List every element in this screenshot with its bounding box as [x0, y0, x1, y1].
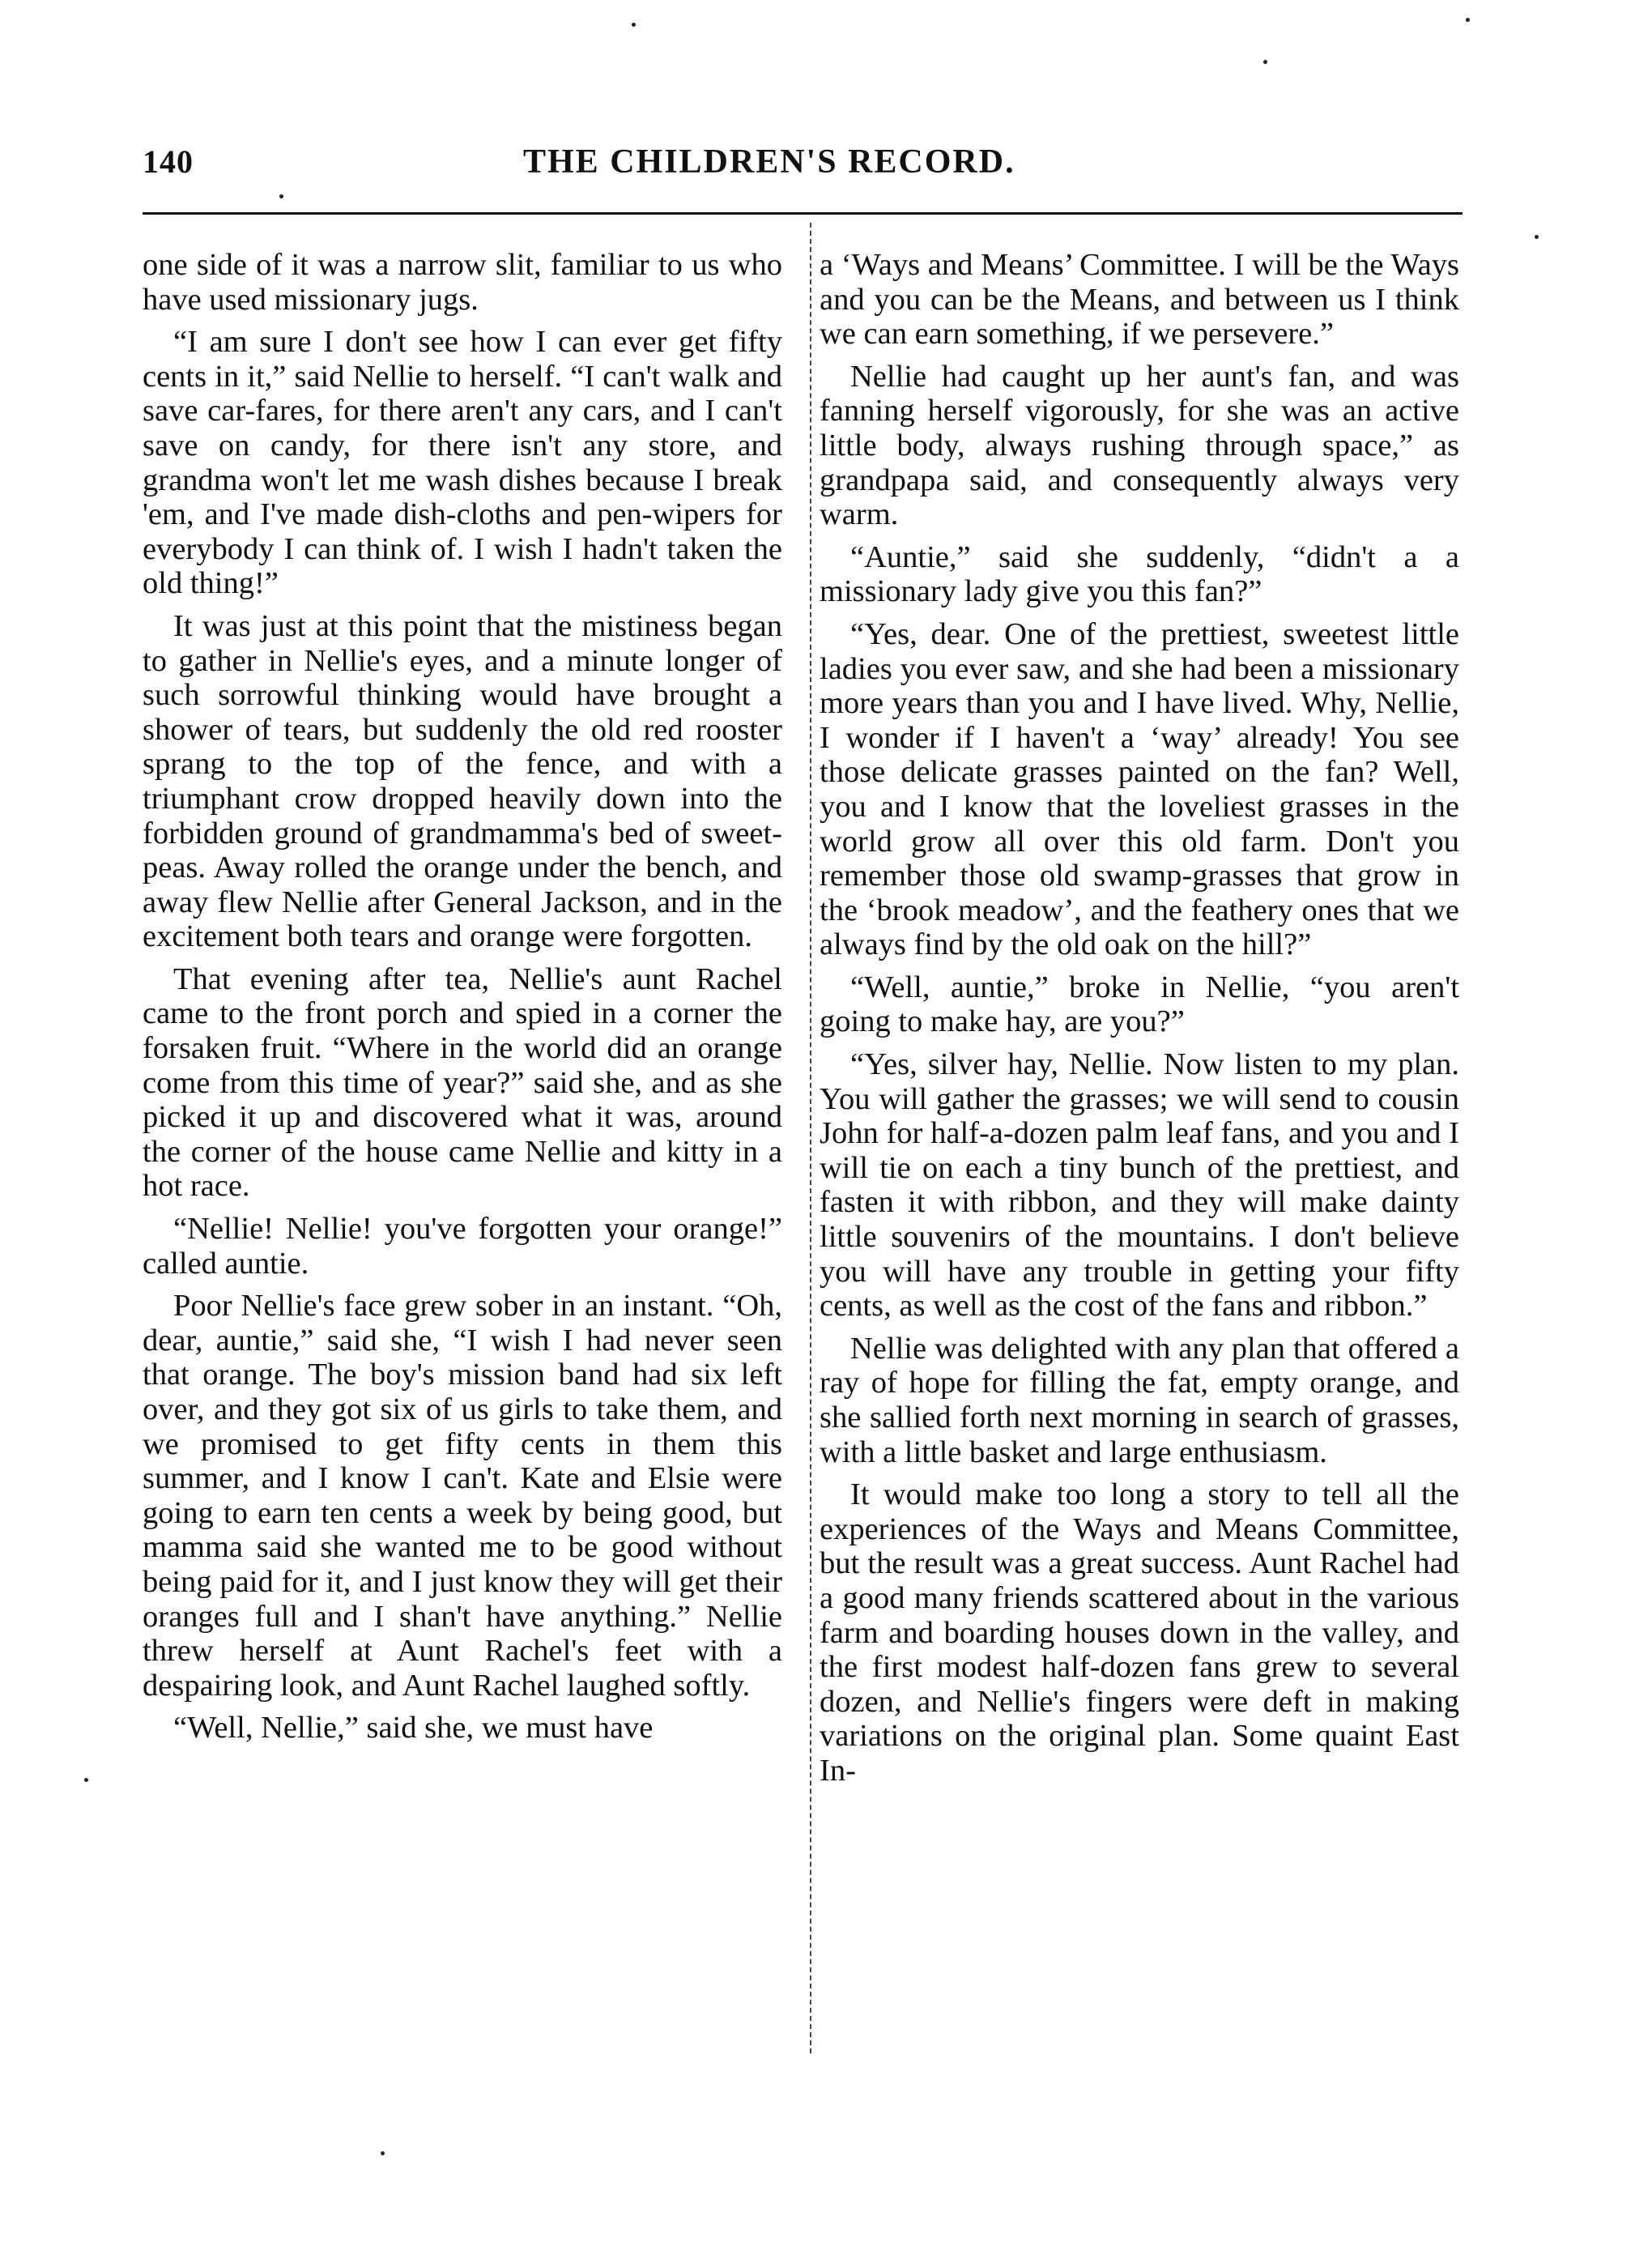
paragraph: one side of it was a narrow slit, familiar to us who have used missionary jugs.	[143, 248, 782, 317]
paragraph: “Well, Nellie,” said she, we must have	[173, 1711, 654, 1746]
scan-speck	[632, 23, 636, 27]
right-column	[820, 248, 1459, 1797]
scan-speck	[1535, 235, 1539, 239]
paragraph: That evening after tea, Nellie's aunt Rachel came to the front porch and spied in a corner the forsaken fruit. “Where in the world did an orange come from this time of year?” said she, and as she picked it up and discovered what it was, around the corner of the house came Nellie and kitty in a hot race.	[143, 961, 782, 1204]
page-header	[143, 143, 1463, 191]
paragraph: “I am sure I don't see how I can ever get fifty cents in it,” said Nellie to herself. “I can't walk and save car-fares, for there aren't any cars, and I can't save on candy, for there isn't any store, and grandma won't let me wash dishes because I break 'em, and I've made dish-cloths and pen-wipers for everybody I can think of. I wish I hadn't taken the old thing!”	[143, 325, 782, 601]
paragraph: “Well, auntie,” broke in Nellie, “you aren't going to make hay, are you?”	[820, 970, 1459, 1039]
paragraph: a ‘Ways and Means’ Committee. I will be the Ways and you can be the Means, and between us I think we can earn something, if we persevere.”	[820, 248, 1459, 352]
paragraph: “Auntie,” said she suddenly, “didn't a a missionary lady give you this fan?”	[820, 539, 1459, 609]
page-number: 140	[143, 143, 194, 180]
paragraph: “Nellie! Nellie! you've forgotten your orange!” called auntie.	[143, 1212, 782, 1281]
paragraph: It was just at this point that the mistiness began to gather in Nellie's eyes, and a minute longer of such sorrowful thinking would have brought a shower of tears, but suddenly the old red rooster sprang to the top of the fence, and with a triumphant crow dropped heavily down into the forbidden ground of grandmamma's bed of sweet-peas. Away rolled the orange under the bench, and away flew Nellie after General Jackson, and in the excitement both tears and orange were forgotten.	[143, 608, 782, 954]
running-title: THE CHILDREN'S RECORD.	[523, 143, 1015, 181]
paragraph: Nellie was delighted with any plan that offered a ray of hope for filling the fat, empty orange, and she sallied forth next morning in search of grasses, with a little basket and large enthusiasm.	[820, 1331, 1459, 1469]
paragraph: “Yes, dear. One of the prettiest, sweetest little ladies you ever saw, and she had been a missionary more years than you and I have lived. Why, Nellie, I wonder if I haven't a ‘way’ already! You see those delicate grasses painted on the fan? Well, you and I know that the loveliest grasses in the world grow all over this old farm. Don't you remember those old swamp-grasses that grow in the ‘brook meadow’, and the feathery ones that we always find by the old oak on the hill?”	[820, 616, 1459, 962]
paragraph: It would make too long a story to tell all the experiences of the Ways and Means Committee, but the result was a great success. Aunt Rachel had a good many friends scattered about in the various farm and boarding houses down in the valley, and the first modest half-dozen fans grew to several dozen, and Nellie's fingers were deft in making variations on the original plan. Some quaint East In-	[820, 1477, 1459, 1788]
left-column	[143, 248, 782, 1754]
scan-speck	[279, 194, 283, 198]
header-rule	[143, 212, 1463, 215]
paragraph: Poor Nellie's face grew sober in an instant. “Oh, dear, auntie,” said she, “I wish I had never seen that orange. The boy's mission band had six left over, and they got six of us girls to take them, and we promised to get fifty cents in them this summer, and I know I can't. Kate and Elsie were going to earn ten cents a week by being good, but mamma said she wanted me to be good without being paid for it, and I just know they will get their oranges full and I shan't have anything.” Nellie threw herself at Aunt Rachel's feet with a despairing look, and Aunt Rachel laughed softly.	[143, 1289, 782, 1703]
scan-speck	[84, 1778, 88, 1782]
scan-speck	[1263, 60, 1267, 64]
scan-speck	[381, 2151, 385, 2155]
scan-speck	[1466, 18, 1470, 22]
column-divider	[810, 223, 811, 2053]
paragraph: Nellie had caught up her aunt's fan, and was fanning herself vigorously, for she was an active little body, always rushing through space,” as grandpapa said, and consequently always very warm.	[820, 359, 1459, 532]
paragraph: “Yes, silver hay, Nellie. Now listen to my plan. You will gather the grasses; we will send to cousin John for half-a-dozen palm leaf fans, and you and I will tie on each a tiny bunch of the prettiest, and fasten it with ribbon, and they will make dainty little souvenirs of the mountains. I don't believe you will have any trouble in getting your fifty cents, as well as the cost of the fans and ribbon.”	[820, 1047, 1459, 1324]
